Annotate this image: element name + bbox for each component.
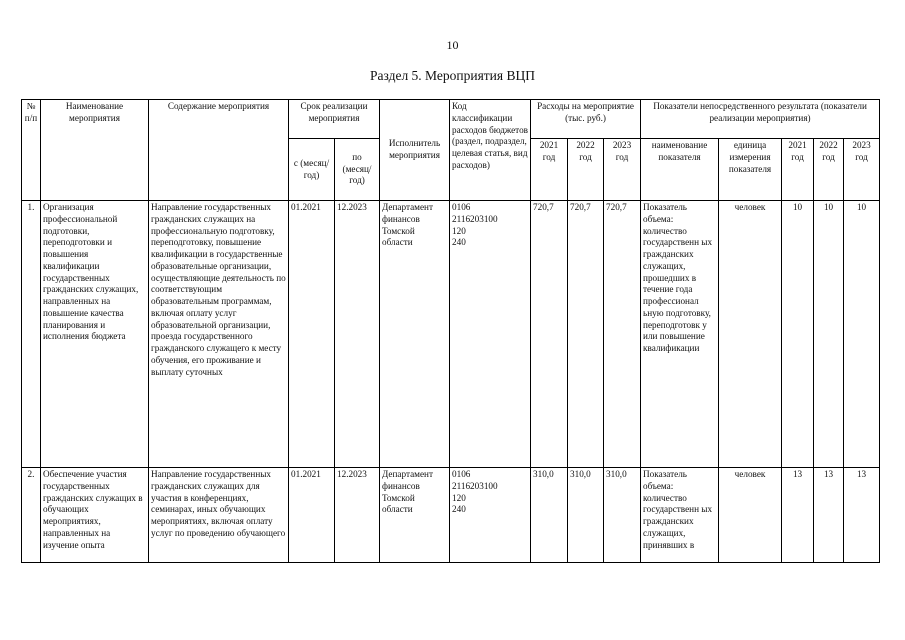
row-ind-2021: 13 (782, 468, 814, 563)
header-ind-unit: единица измерения показателя (719, 139, 782, 201)
row-ind-2023: 10 (844, 201, 880, 468)
header-term: Срок реализации мероприятия (289, 100, 380, 139)
table-row (22, 201, 880, 468)
header-code: Код классификации расходов бюджетов (раздел, подраздел, целевая статья, вид расходов) (450, 100, 531, 201)
row-ind-name: Показатель объема: количество государственн ых гражданских служащих, прошедших в течение года профессионал ьную подготовку, переподготовк у или повышение квалификации (641, 201, 719, 468)
header-exp-2021: 2021 год (531, 139, 568, 201)
header-ind-2021: 2021 год (782, 139, 814, 201)
header-term-to: по (месяц/ год) (335, 139, 380, 201)
header-exp-2023: 2023 год (604, 139, 641, 201)
row-num: 1. (22, 201, 41, 468)
header-ind-name: наименование показателя (641, 139, 719, 201)
row-exp-2022: 310,0 (568, 468, 604, 563)
row-to: 12.2023 (335, 468, 380, 563)
header-executor: Исполнитель мероприятия (380, 100, 450, 201)
activities-table (21, 99, 880, 563)
row-ind-2022: 13 (814, 468, 844, 563)
header-exp-2022: 2022 год (568, 139, 604, 201)
table-row (22, 468, 880, 563)
header-num: № п/п (22, 100, 41, 201)
row-from: 01.2021 (289, 201, 335, 468)
row-exp-2023: 720,7 (604, 201, 641, 468)
row-name: Организация профессиональной подготовки, переподготовки и повышения квалификации государственных гражданских служащих, направленных на повышение качества планирования и исполнения бюджета (41, 201, 149, 468)
row-content: Направление государственных гражданских служащих на профессиональную подготовку, переподготовку, повышение квалификации в государственные образовательные организации, осуществляющие деятельность по соответствующим образовательным программам, включая оплату услуг образовательной организации, проезда государственного гражданского служащего к месту обучения, его проживание и выплату суточных (149, 201, 289, 468)
row-exp-2022: 720,7 (568, 201, 604, 468)
row-exp-2021: 310,0 (531, 468, 568, 563)
row-code: 0106 2116203100 120 240 (450, 201, 531, 468)
row-ind-2023: 13 (844, 468, 880, 563)
page-number: 10 (446, 38, 459, 52)
row-ind-name: Показатель объема: количество государственн ых гражданских служащих, принявших в (641, 468, 719, 563)
row-content: Направление государственных гражданских служащих для участия в конференциях, семинарах, иных обучающих мероприятиях, включая оплату услуг по проведению обучающего (149, 468, 289, 563)
row-to: 12.2023 (335, 201, 380, 468)
row-ind-2022: 10 (814, 201, 844, 468)
header-content: Содержание мероприятия (149, 100, 289, 201)
header-name: Наименование мероприятия (41, 100, 149, 201)
header-term-from: с (месяц/ год) (289, 139, 335, 201)
header-indicators: Показатели непосредственного результата (показатели реализации мероприятия) (641, 100, 880, 139)
row-name: Обеспечение участия государственных гражданских служащих в обучающих мероприятиях, направленных на изучение опыта (41, 468, 149, 563)
header-ind-2022: 2022 год (814, 139, 844, 201)
row-ind-2021: 10 (782, 201, 814, 468)
row-executor: Департамент финансов Томской области (380, 468, 450, 563)
header-ind-2023: 2023 год (844, 139, 880, 201)
row-executor: Департамент финансов Томской области (380, 201, 450, 468)
row-ind-unit: человек (719, 201, 782, 468)
row-exp-2023: 310,0 (604, 468, 641, 563)
row-code: 0106 2116203100 120 240 (450, 468, 531, 563)
row-exp-2021: 720,7 (531, 201, 568, 468)
row-ind-unit: человек (719, 468, 782, 563)
row-from: 01.2021 (289, 468, 335, 563)
section-title: Раздел 5. Мероприятия ВЦП (370, 68, 535, 83)
row-num: 2. (22, 468, 41, 563)
header-expenses: Расходы на мероприятие (тыс. руб.) (531, 100, 641, 139)
